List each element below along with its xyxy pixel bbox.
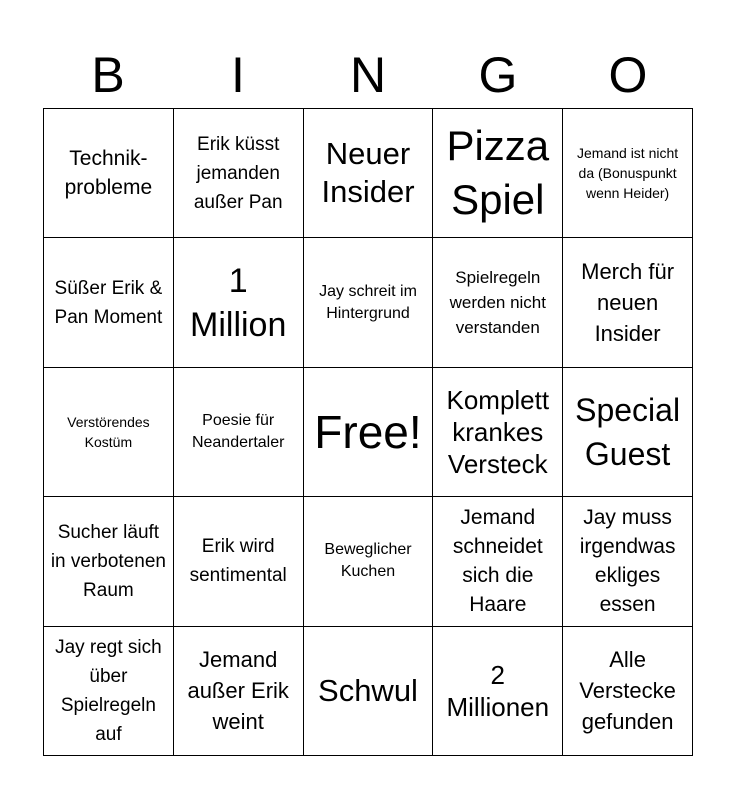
bingo-cell[interactable]: [44, 497, 174, 626]
cell-text: Alle Verstecke gefunden: [579, 647, 676, 735]
bingo-cell[interactable]: [174, 627, 304, 756]
cell-text: Schwul: [318, 672, 418, 708]
bingo-cell free-cell[interactable]: [304, 368, 434, 497]
bingo-cell[interactable]: [563, 368, 693, 497]
header-letter-g: G: [478, 47, 518, 103]
cell-text: Merch für neuen Insider: [581, 259, 675, 347]
bingo-cell[interactable]: [433, 109, 563, 238]
bingo-cell[interactable]: [44, 238, 174, 367]
bingo-cell[interactable]: [174, 497, 304, 626]
cell-text: Jay schreit im Hintergrund: [319, 282, 417, 322]
header-letter-b: B: [91, 47, 125, 103]
cell-text: 1 Million: [190, 261, 287, 344]
bingo-cell[interactable]: [433, 627, 563, 756]
cell-text: Erik wird sentimental: [189, 536, 287, 587]
cell-text: Jemand ist nicht da (Bonuspunkt wenn Heider): [577, 145, 679, 202]
cell-text: Jemand außer Erik weint: [187, 647, 289, 735]
cell-text: Neuer Insider: [321, 136, 415, 210]
bingo-cell[interactable]: [174, 109, 304, 238]
cell-text: Special Guest: [575, 391, 681, 472]
bingo-cell[interactable]: [304, 238, 434, 367]
cell-text: Jemand schneidet sich die Haare: [452, 506, 543, 617]
bingo-header: [43, 44, 693, 106]
bingo-cell[interactable]: [433, 368, 563, 497]
cell-text: Free!: [314, 405, 422, 458]
cell-text: Jay regt sich über Spielregeln auf: [55, 636, 162, 745]
bingo-cell[interactable]: [563, 109, 693, 238]
header-letter-n: N: [349, 47, 387, 103]
cell-text: Verstörendes Kostüm: [67, 413, 150, 450]
header-letter-o: O: [608, 47, 648, 103]
bingo-cell[interactable]: [433, 497, 563, 626]
header-letter-i: I: [231, 47, 245, 103]
bingo-cell[interactable]: [44, 109, 174, 238]
cell-text: Poesie für Neandertaler: [191, 411, 285, 451]
cell-text: Technik-probleme: [64, 147, 153, 200]
bingo-cell[interactable]: [174, 368, 304, 497]
cell-text: 2 Millionen: [446, 659, 550, 722]
cell-text: Beweglicher Kuchen: [324, 541, 412, 581]
bingo-cell[interactable]: [304, 627, 434, 756]
bingo-cell[interactable]: [304, 497, 434, 626]
bingo-cell[interactable]: [563, 238, 693, 367]
cell-text: Erik küsst jemanden außer Pan: [193, 133, 283, 213]
bingo-cell[interactable]: [44, 368, 174, 497]
bingo-cell[interactable]: [563, 497, 693, 626]
bingo-cell[interactable]: [433, 238, 563, 367]
cell-text: Sucher läuft in verbotenen Raum: [50, 521, 166, 601]
bingo-cell[interactable]: [44, 627, 174, 756]
bingo-cell[interactable]: [174, 238, 304, 367]
cell-text: Süßer Erik & Pan Moment: [54, 277, 163, 328]
cell-text: Jay muss irgendwas ekliges essen: [579, 506, 676, 617]
bingo-cell[interactable]: [563, 627, 693, 756]
cell-text: Pizza Spiel: [446, 122, 550, 224]
cell-text: Komplett krankes Versteck: [446, 384, 550, 479]
cell-text: Spielregeln werden nicht verstanden: [449, 268, 546, 338]
bingo-cell[interactable]: [304, 109, 434, 238]
bingo-grid: [43, 108, 693, 756]
